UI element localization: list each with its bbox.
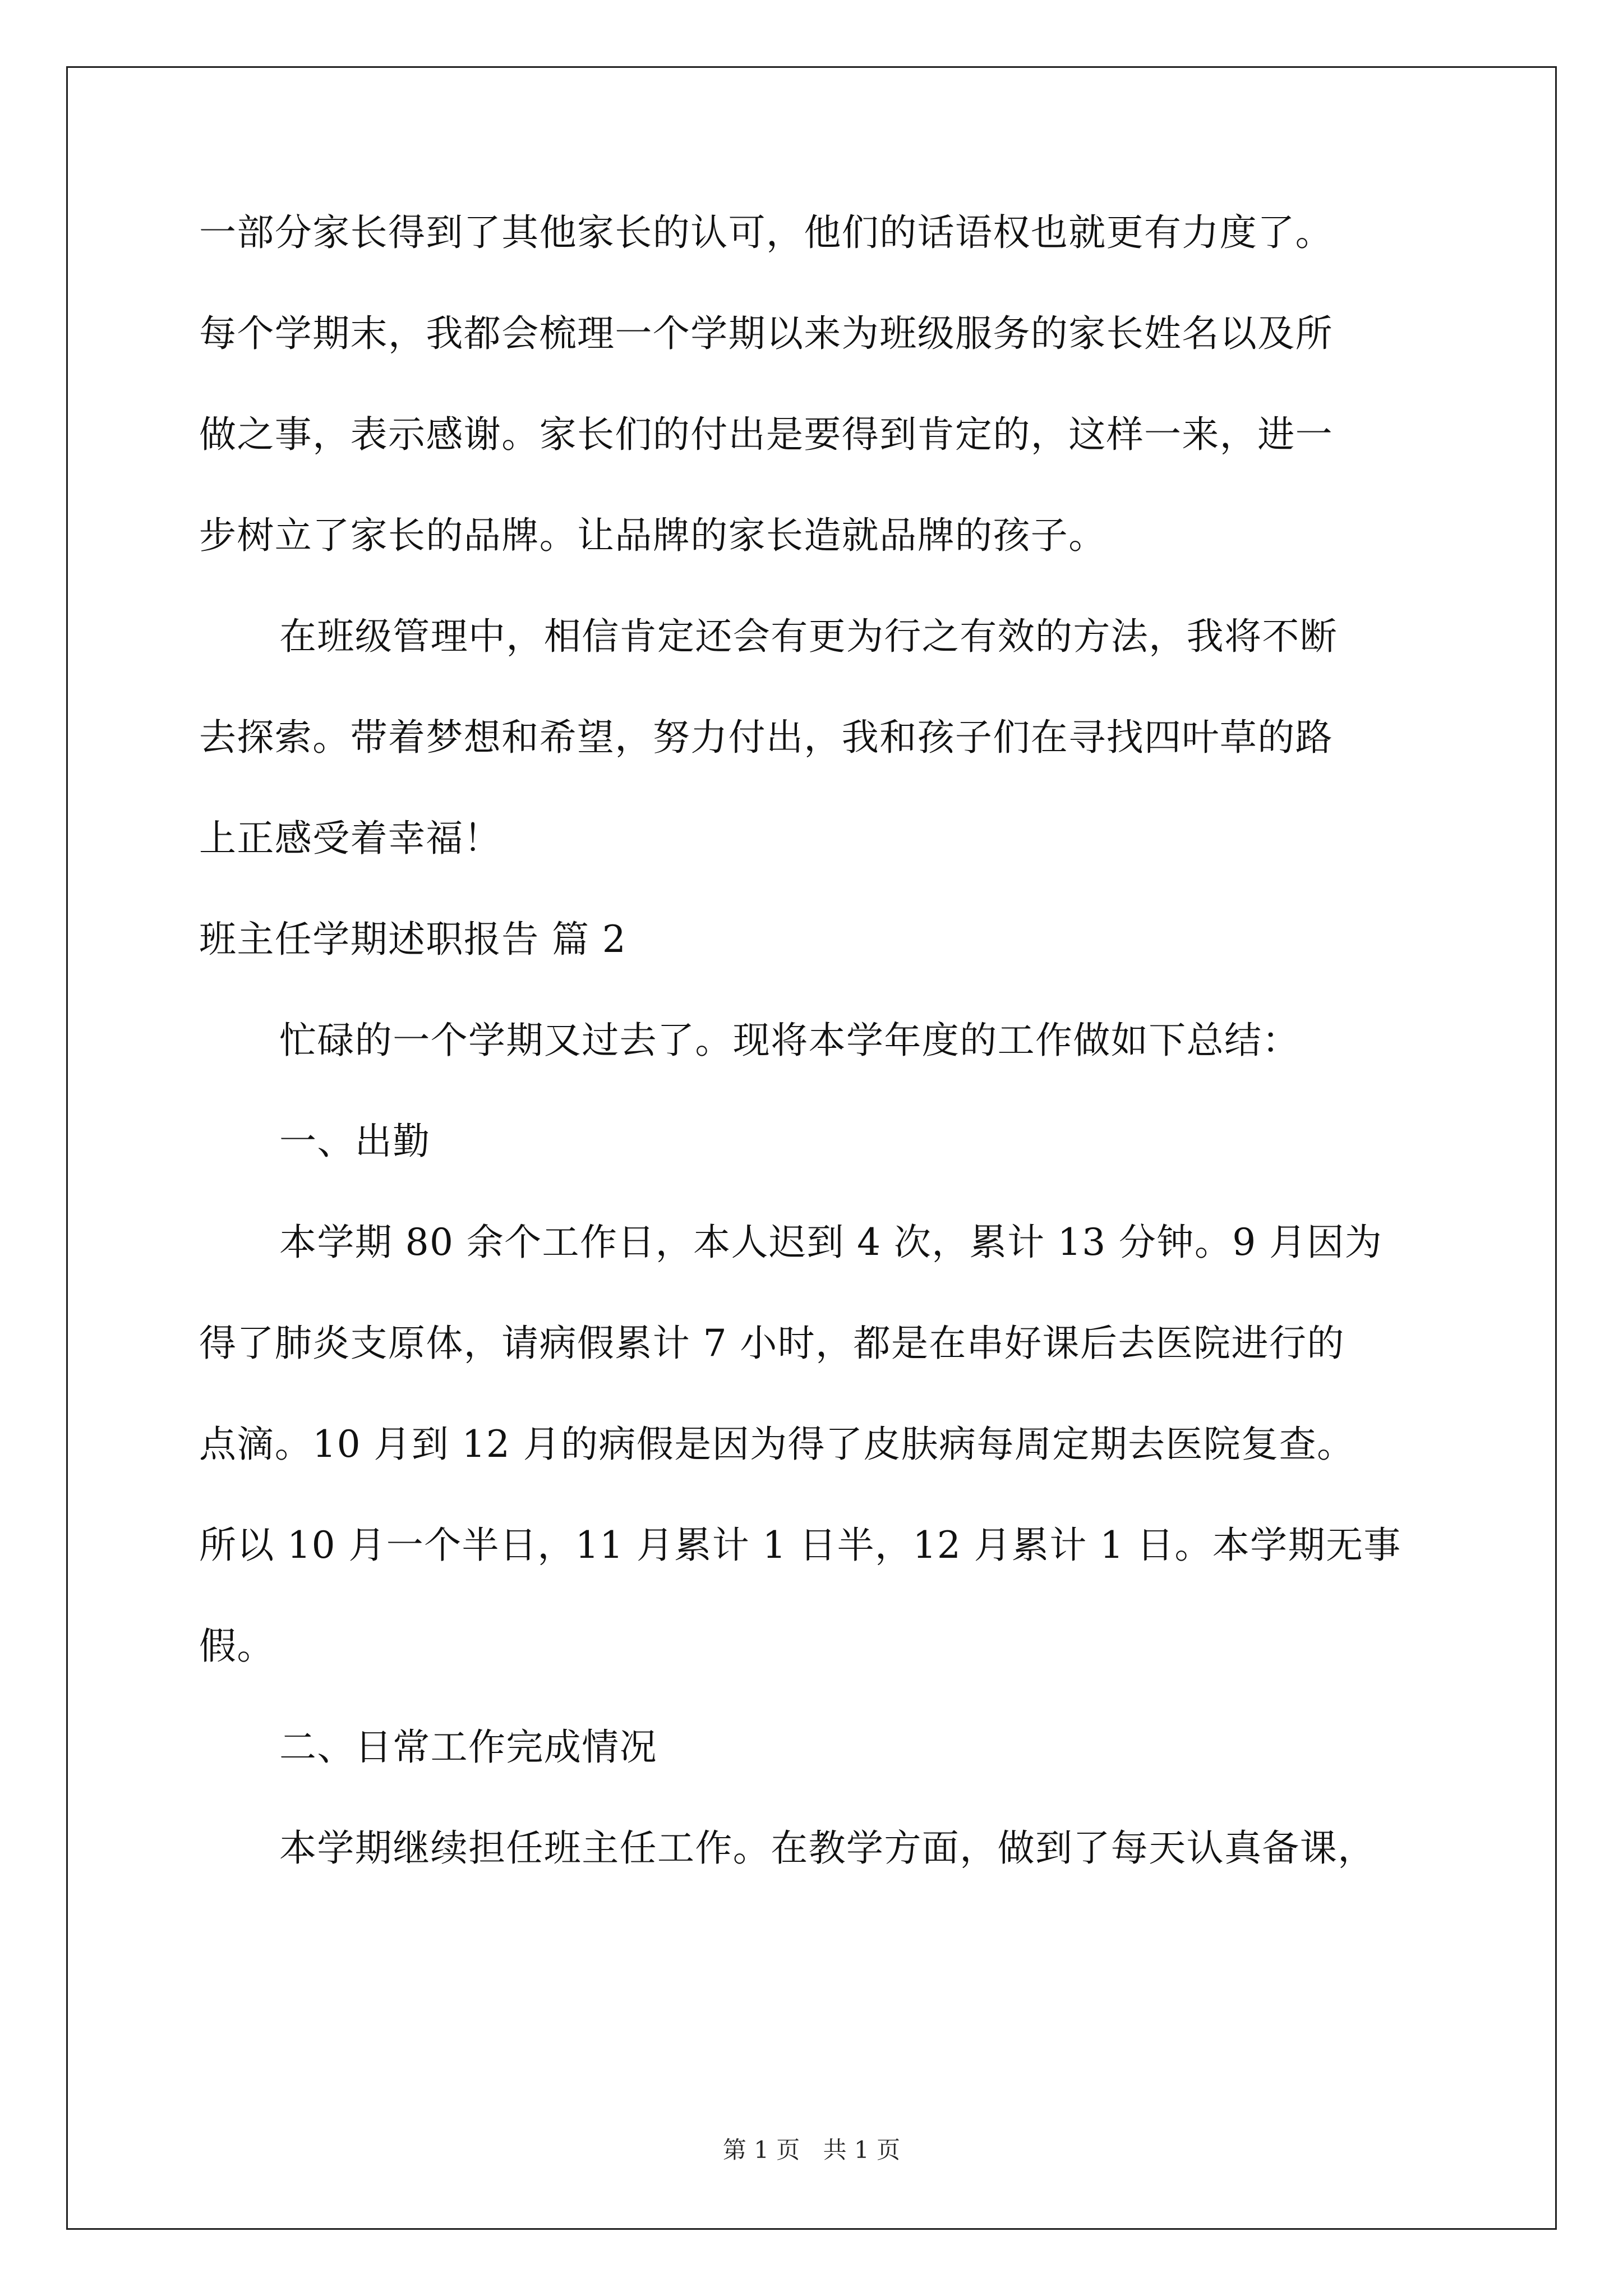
paragraph-start-line: 本学期继续担任班主任工作。在教学方面，做到了每天认真备课， (279, 1826, 1376, 1870)
section-heading-daily-work: 二、日常工作完成情况 (279, 1726, 657, 1769)
text-line: 去探索。带着梦想和希望，努力付出，我和孩子们在寻找四叶草的路 (199, 716, 1333, 759)
section-heading-attendance: 一、出勤 (279, 1120, 431, 1163)
text-line: 所以 10 月一个半日，11 月累计 1 日半，12 月累计 1 日。本学期无事 (199, 1524, 1401, 1567)
paragraph-start-line: 在班级管理中，相信肯定还会有更为行之有效的方法，我将不断 (279, 615, 1338, 658)
text-line: 上正感受着幸福！ (199, 817, 502, 860)
text-line: 每个学期末，我都会梳理一个学期以来为班级服务的家长姓名以及所 (199, 312, 1333, 355)
text-line: 假。 (199, 1625, 275, 1668)
text-line: 得了肺炎支原体，请病假累计 7 小时，都是在串好课后去医院进行的 (199, 1322, 1345, 1365)
text-line: 做之事，表示感谢。家长们的付出是要得到肯定的，这样一来，进一 (199, 413, 1333, 456)
text-line: 步树立了家长的品牌。让品牌的家长造就品牌的孩子。 (199, 514, 1106, 557)
paragraph-start-line: 本学期 80 余个工作日，本人迟到 4 次，累计 13 分钟。9 月因为 (279, 1221, 1383, 1264)
page-number: 第 1 页 (722, 2136, 800, 2164)
page-footer (0, 2136, 1623, 2164)
text-line: 一部分家长得到了其他家长的认可，他们的话语权也就更有力度了。 (199, 211, 1333, 254)
page-total: 共 1 页 (823, 2136, 901, 2164)
text-line: 点滴。10 月到 12 月的病假是因为得了皮肤病每周定期去医院复查。 (199, 1423, 1355, 1466)
paragraph-start-line: 忙碌的一个学期又过去了。现将本学年度的工作做如下总结： (279, 1019, 1300, 1062)
section-title: 班主任学期述职报告 篇 2 (199, 918, 627, 961)
